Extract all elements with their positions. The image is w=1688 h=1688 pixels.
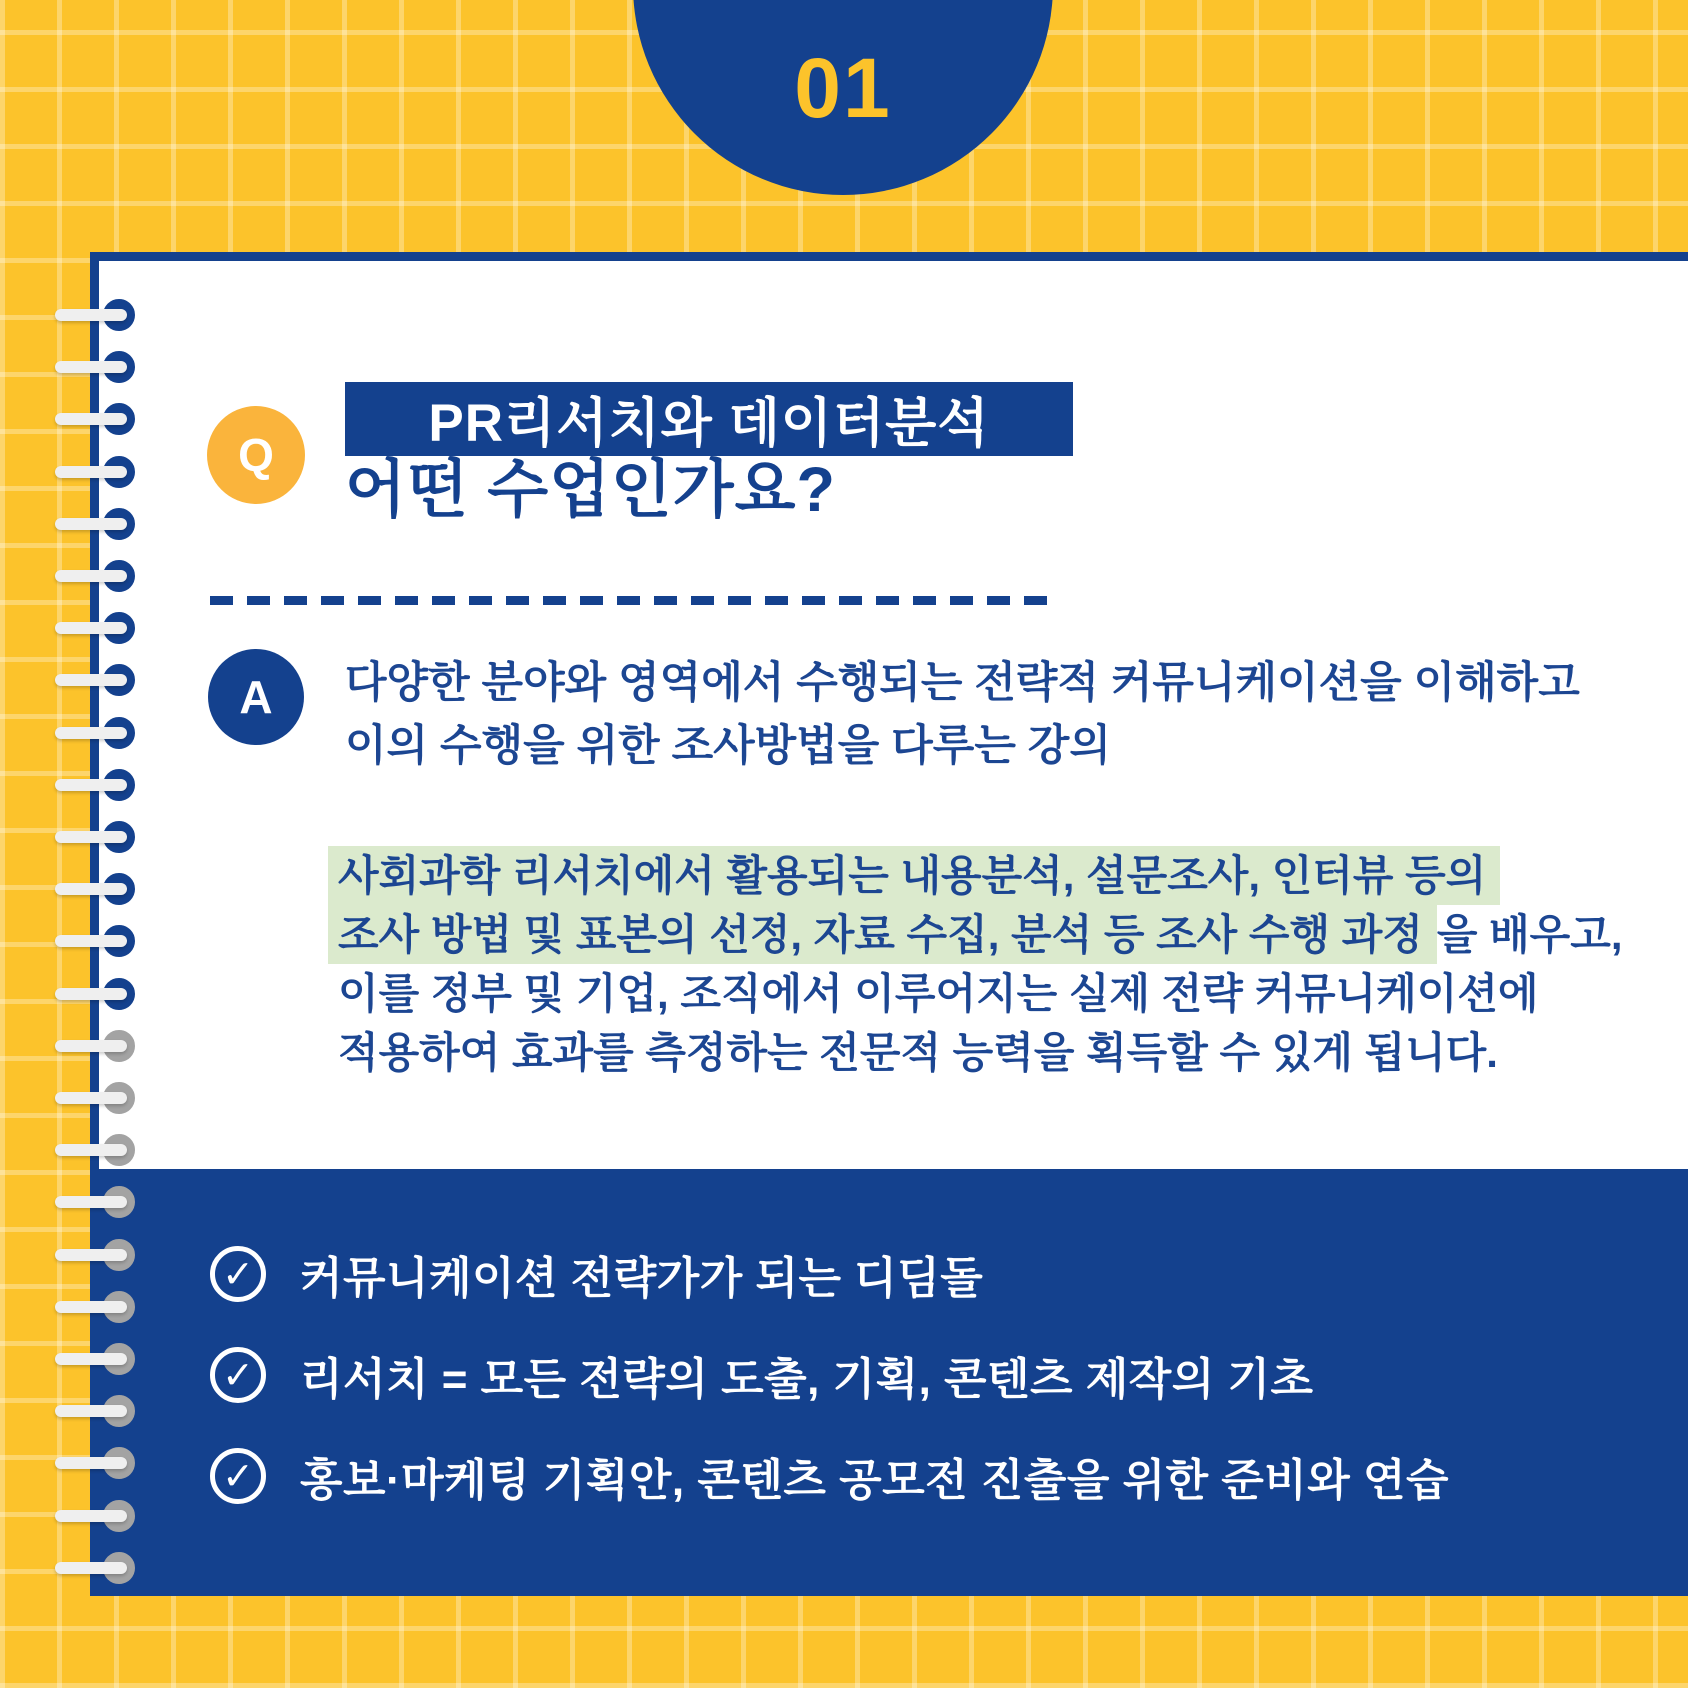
ring-bar xyxy=(55,518,127,530)
highlighted-text: 사회과학 리서치에서 활용되는 내용분석, 설문조사, 인터뷰 등의 xyxy=(328,846,1500,905)
summary-panel xyxy=(90,1169,1688,1596)
answer-intro-paragraph xyxy=(345,652,1580,778)
binder-ring xyxy=(0,402,140,436)
answer-detail-paragraph xyxy=(338,846,1623,1082)
a-badge xyxy=(208,649,304,745)
binder-ring xyxy=(0,872,140,906)
ring-bar xyxy=(55,1405,127,1417)
binder-ring xyxy=(0,820,140,854)
page-number-semicircle xyxy=(633,0,1053,195)
ring-bar xyxy=(55,361,127,373)
a-badge-label: A xyxy=(239,671,273,723)
page-number: 01 xyxy=(794,41,892,135)
binder-ring xyxy=(0,1238,140,1272)
check-circle-icon: ✓ xyxy=(210,1347,266,1403)
checklist-item-label: 홍보·마케팅 기획안, 콘텐츠 공모전 진출을 위한 준비와 연습 xyxy=(300,1456,1450,1505)
ring-bar xyxy=(55,883,127,895)
plain-text: 이를 정부 및 기업, 조직에서 이루어지는 실제 전략 커뮤니케이션에 xyxy=(338,970,1539,1017)
binder-ring xyxy=(0,1133,140,1167)
answer-detail-line xyxy=(338,846,1623,905)
checklist-item xyxy=(210,1246,1688,1302)
ring-bar xyxy=(55,935,127,947)
ring-bar xyxy=(55,779,127,791)
ring-bar xyxy=(55,1196,127,1208)
checklist-item-label: 리서치 = 모든 전략의 도출, 기획, 콘텐츠 제작의 기초 xyxy=(300,1355,1314,1404)
binder-ring xyxy=(0,663,140,697)
question-subtitle: 어떤 수업인가요? xyxy=(345,455,836,525)
ring-bar xyxy=(55,413,127,425)
answer-intro-line: 이의 수행을 위한 조사방법을 다루는 강의 xyxy=(345,722,1111,770)
question-title-highlight xyxy=(345,382,1073,456)
ring-bar xyxy=(55,674,127,686)
q-badge xyxy=(207,406,305,504)
ring-bar xyxy=(55,1562,127,1574)
answer-detail-line xyxy=(338,964,1623,1023)
ring-bar xyxy=(55,831,127,843)
binder-ring xyxy=(0,1185,140,1219)
highlighted-text: 조사 방법 및 표본의 선정, 자료 수집, 분석 등 조사 수행 과정 xyxy=(328,905,1437,964)
binder-ring xyxy=(0,507,140,541)
answer-detail-line xyxy=(338,1023,1623,1082)
binder-ring xyxy=(0,768,140,802)
binder-ring xyxy=(0,1081,140,1115)
plain-text: 을 배우고, xyxy=(1436,911,1623,958)
ring-bar xyxy=(55,988,127,1000)
ring-bar xyxy=(55,622,127,634)
binder-ring xyxy=(0,1290,140,1324)
ring-bar xyxy=(55,1249,127,1261)
ring-bar xyxy=(55,1457,127,1469)
ring-bar xyxy=(55,1092,127,1104)
question-title: PR리서치와 데이터분석 xyxy=(428,394,990,453)
answer-intro-line: 다양한 분야와 영역에서 수행되는 전략적 커뮤니케이션을 이해하고 xyxy=(345,659,1580,707)
binder-ring xyxy=(0,1499,140,1533)
ring-bar xyxy=(55,1040,127,1052)
answer-detail-line xyxy=(338,905,1623,964)
ring-bar xyxy=(55,1510,127,1522)
binder-ring xyxy=(0,924,140,958)
binder-ring xyxy=(0,1342,140,1376)
binder-ring xyxy=(0,1394,140,1428)
ring-bar xyxy=(55,309,127,321)
ring-bar xyxy=(55,1301,127,1313)
q-badge-label: Q xyxy=(238,429,274,481)
binder-ring xyxy=(0,1029,140,1063)
binder-ring xyxy=(0,298,140,332)
binder-ring xyxy=(0,1446,140,1480)
checklist-item-label: 커뮤니케이션 전략가가 되는 디딤돌 xyxy=(300,1254,984,1303)
binder-ring xyxy=(0,350,140,384)
binder-ring xyxy=(0,1551,140,1585)
binder-ring xyxy=(0,977,140,1011)
ring-bar xyxy=(55,466,127,478)
dashed-divider xyxy=(210,596,1050,605)
binder-ring xyxy=(0,716,140,750)
checklist-item xyxy=(210,1347,1688,1403)
binder-ring xyxy=(0,455,140,489)
ring-bar xyxy=(55,727,127,739)
ring-bar xyxy=(55,570,127,582)
check-circle-icon: ✓ xyxy=(210,1246,266,1302)
binder-ring xyxy=(0,559,140,593)
ring-bar xyxy=(55,1144,127,1156)
plain-text: 적용하여 효과를 측정하는 전문적 능력을 획득할 수 있게 됩니다. xyxy=(338,1029,1498,1076)
binder-ring xyxy=(0,611,140,645)
ring-bar xyxy=(55,1353,127,1365)
checklist-item xyxy=(210,1448,1688,1504)
check-circle-icon: ✓ xyxy=(210,1448,266,1504)
